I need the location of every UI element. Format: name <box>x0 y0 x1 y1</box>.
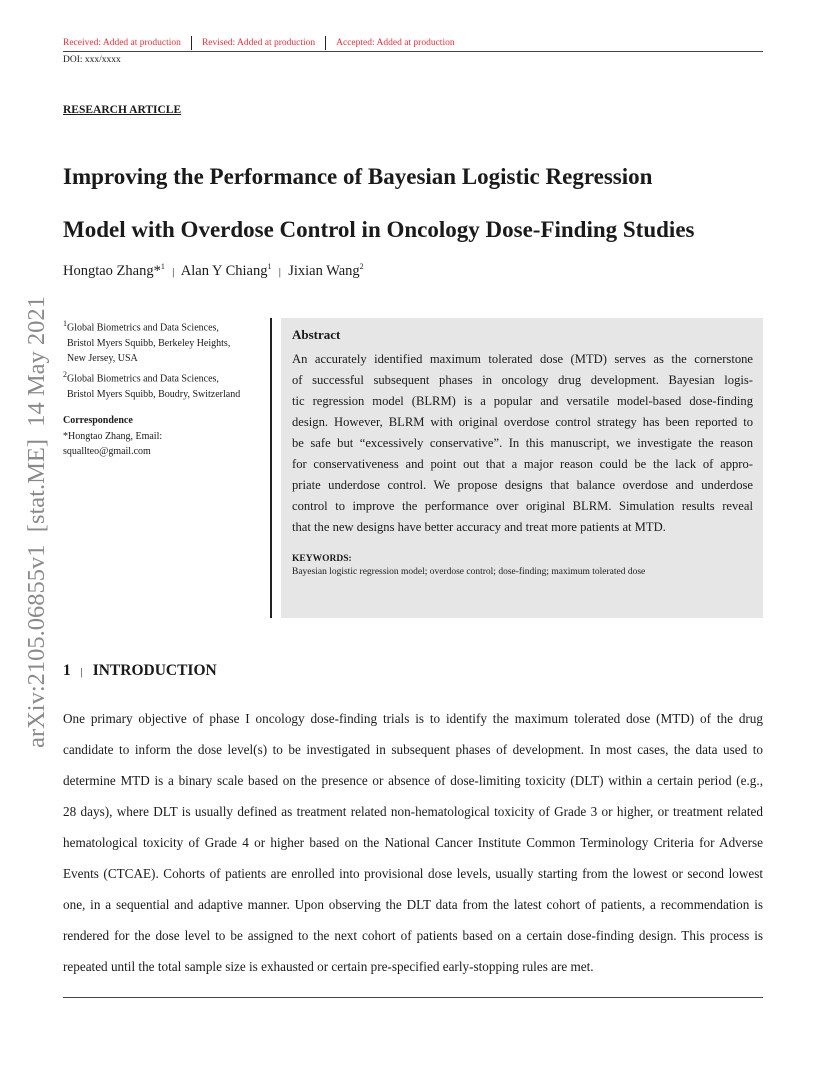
footer-rule <box>63 997 763 998</box>
column-divider <box>270 318 272 618</box>
text-line: hematological toxicity of Grade 4 or higher based on the National Cancer Institute Common Terminology Criteria for Adverse <box>63 835 763 850</box>
author-affil: 1 <box>160 262 165 271</box>
text-line: One primary objective of phase I oncology dose-finding trials is to identify the maximum tolerated dose (MTD) of the drug <box>63 711 763 726</box>
affil-sup: 2 <box>63 369 67 379</box>
paper-title <box>63 150 694 256</box>
text-line: one, in a sequential and adaptive manner. Upon observing the DLT data from the latest cohort of patients, a recommendation is <box>63 897 763 912</box>
text-line: of successful subsequent phases in oncology drug development. Bayesian logis- <box>292 373 753 387</box>
affiliations <box>63 316 268 460</box>
text-line: for conservativeness and point out that a major reason could be the lack of appro- <box>292 457 753 471</box>
author-sep: | <box>172 265 175 278</box>
received-date: Received: Added at production <box>63 38 181 48</box>
keywords: Bayesian logistic regression model; overdose control; dose-finding; maximum tolerated dose <box>292 567 646 577</box>
text-line: repeated until the total sample size is exhausted or certain pre-specified early-stopping rules are met. <box>63 959 594 974</box>
author-list <box>63 262 364 280</box>
text-line: rendered for the dose level to be assigned to the next cohort of patients based on a certain dose-finding design. This process is <box>63 928 763 943</box>
abstract-box <box>281 318 763 618</box>
text-line: Events (CTCAE). Cohorts of patients are enrolled into provisional dose levels, usually starting from the lowest or second lowest <box>63 866 763 881</box>
affil-line: Global Biometrics and Data Sciences, <box>67 322 219 334</box>
section-title: INTRODUCTION <box>92 662 217 679</box>
abstract-heading: Abstract <box>292 327 341 342</box>
title-line: Model with Overdose Control in Oncology Dose-Finding Studies <box>63 217 695 242</box>
publication-history <box>63 36 455 50</box>
author-sep: | <box>278 265 281 278</box>
text-line: control to improve the performance over original BLRM. Simulation results reveal <box>292 499 753 513</box>
article-type: RESEARCH ARTICLE <box>63 104 182 116</box>
text-line: that the new designs have better accuracy and treat more patients at MTD. <box>292 520 666 534</box>
section-heading <box>63 662 217 680</box>
text-line: An accurately identified maximum tolerated dose (MTD) serves as the cornerstone <box>292 352 753 366</box>
section-number: 1 <box>63 662 71 679</box>
keywords-heading: KEYWORDS: <box>292 554 352 564</box>
author-affil: 2 <box>359 262 364 271</box>
text-line: be safe but “excessively conservative”. In this manuscript, we investigate the reason <box>292 436 753 450</box>
section-sep: | <box>80 666 83 678</box>
divider <box>325 36 326 50</box>
correspondence-line: *Hongtao Zhang, Email: <box>63 430 163 442</box>
text-line: determine MTD is a binary scale based on the presence or absence of dose-limiting toxicity (DLT) within a certain period (e.g., <box>63 773 763 788</box>
header-rule <box>63 51 763 52</box>
title-line: Improving the Performance of Bayesian Logistic Regression <box>63 164 653 189</box>
affil-line: Bristol Myers Squibb, Berkeley Heights, <box>67 337 231 349</box>
correspondence-heading: Correspondence <box>63 415 133 427</box>
author-name: Alan Y Chiang <box>180 262 268 279</box>
text-line: tic regression model (BLRM) is a popular and versatile model-based dose-finding <box>292 394 753 408</box>
affil-line: Global Biometrics and Data Sciences, <box>67 373 219 385</box>
doi: DOI: xxx/xxxx <box>63 55 121 65</box>
author-affil: 1 <box>267 262 272 271</box>
accepted-date: Accepted: Added at production <box>336 38 455 48</box>
divider <box>191 36 192 50</box>
text-line: priate underdose control. We propose designs that balance overdose and underdose <box>292 478 753 492</box>
revised-date: Revised: Added at production <box>201 38 316 48</box>
affil-sup: 1 <box>63 319 67 328</box>
arxiv-stamp: arXiv:2105.06855v1 [stat.ME] 14 May 2021 <box>23 296 50 748</box>
correspondence-email: squallteo@gmail.com <box>63 446 151 458</box>
author-name: Hongtao Zhang* <box>63 262 161 279</box>
author-name: Jixian Wang <box>288 262 360 279</box>
abstract-text <box>292 349 753 538</box>
affil-line: New Jersey, USA <box>67 353 138 365</box>
text-line: design. However, BLRM with original overdose control strategy has been reported to <box>292 415 753 429</box>
text-line: candidate to inform the dose level(s) to be investigated in subsequent phases of development. In most cases, the data used to <box>63 742 763 757</box>
affil-line: Bristol Myers Squibb, Boudry, Switzerland <box>67 388 241 400</box>
introduction-text <box>63 703 763 982</box>
text-line: 28 days), where DLT is usually defined as treatment related non-hematological toxicity of Grade 3 or higher, or treatment related <box>63 804 763 819</box>
